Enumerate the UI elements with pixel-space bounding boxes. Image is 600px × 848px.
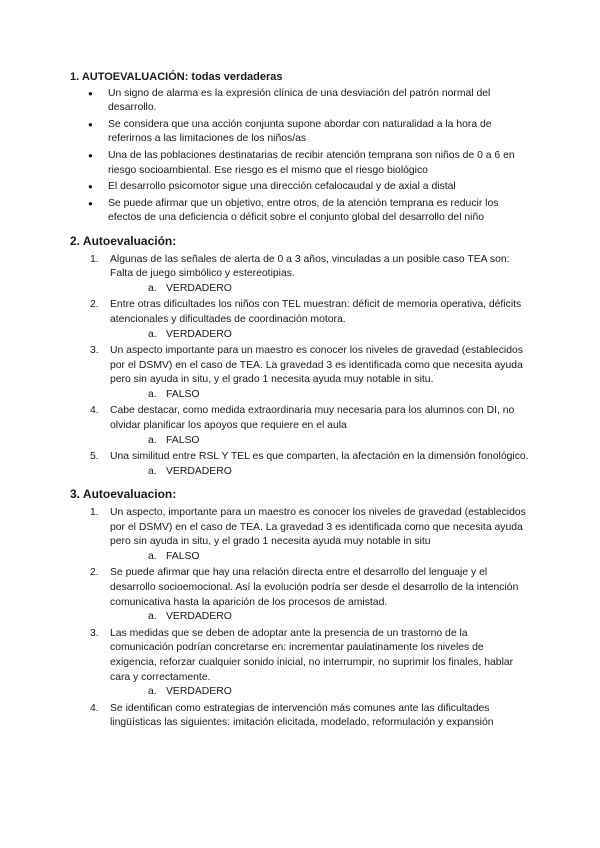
answer-letter: a. (148, 611, 157, 623)
bullet-list (70, 87, 530, 226)
question-item (110, 298, 530, 342)
answer (110, 550, 530, 565)
answer-letter: a. (148, 388, 157, 400)
answer (110, 610, 530, 625)
answer (110, 388, 530, 403)
question-list (70, 253, 530, 480)
answer (110, 282, 530, 297)
question-text: Se identifican como estrategias de intervención más comunes ante las dificultades lingüísticas las siguientes: imitación elicitada, modelado, reformulación y expansión (110, 702, 494, 729)
question-text: Un aspecto, importante para un maestro es conocer los niveles de gravedad (establecidos por el DSMV) en el caso de TEA. La gravedad 3 es identificada como que necesita ayuda pero sin ayuda in situ, y el grado 1 necesita ayuda muy notable in situ (110, 507, 526, 548)
question-item (110, 627, 530, 700)
question-text: Entre otras dificultades los niños con TEL muestran: déficit de memoria operativa, déficits atencionales y dificultades de coordinación motora. (110, 299, 522, 325)
answer (110, 465, 530, 480)
list-item: ● Se considera que una acción conjunta supone abordar con naturalidad a la hora de referirnos a las limitaciones de los niños/as (108, 118, 530, 147)
answer-letter: a. (148, 328, 157, 340)
section-title: 2. Autoevaluación: (70, 233, 177, 248)
question-text: Algunas de las señales de alerta de 0 a 3 años, vinculadas a un posible caso TEA son: Falta de juego simbólico y estereotipias. (110, 253, 510, 280)
answer (110, 434, 530, 449)
question-text: Cabe destacar, como medida extraordinaria muy necesaria para los alumnos con DI, no olvidar planificar los apoyos que requiere en el aula (110, 405, 515, 432)
question-text: Una similitud entre RSL Y TEL es que comparten, la afectación en la dimensión fonológico. (110, 451, 529, 463)
question-item (110, 702, 530, 731)
answer-value: FALSO (166, 550, 200, 562)
answer-letter: a. (148, 550, 157, 562)
question-list (70, 506, 530, 731)
answer-value: FALSO (166, 388, 200, 400)
answer-value: VERDADERO (166, 465, 232, 477)
answer-letter: a. (148, 282, 157, 294)
answer-letter: a. (148, 686, 157, 698)
question-item (110, 344, 530, 402)
answer-value: VERDADERO (166, 282, 232, 294)
answer-value: FALSO (166, 434, 200, 446)
list-item: ● Una de las poblaciones destinatarias de recibir atención temprana son niños de 0 a 6 en riesgo socioambiental. Ese riesgo es el mismo que el riesgo biológico (108, 149, 530, 178)
answer-value: VERDADERO (166, 611, 232, 623)
question-item (110, 566, 530, 624)
answer (110, 328, 530, 343)
list-item: ● Se puede afirmar que un objetivo, entre otros, de la atención temprana es reducir los efectos de una deficiencia o déficit sobre el conjunto global del desarrollo del niño (108, 197, 530, 226)
answer-value: VERDADERO (166, 328, 232, 340)
list-item: ● Un signo de alarma es la expresión clínica de una desviación del patrón normal del desarrollo. (108, 87, 530, 116)
question-item (110, 404, 530, 448)
section-autoevaluacion-3 (70, 487, 530, 731)
question-item (110, 450, 530, 479)
question-item (110, 253, 530, 297)
section-autoevaluacion-1 (70, 70, 530, 226)
answer-value: VERDADERO (166, 686, 232, 698)
section-title: 1. AUTOEVALUACIÓN: todas verdaderas (70, 71, 283, 83)
answer-letter: a. (148, 465, 157, 477)
answer (110, 685, 530, 700)
section-title: 3. Autoevaluacion: (70, 487, 177, 502)
section-autoevaluacion-2 (70, 234, 530, 480)
question-text: Un aspecto importante para un maestro es conocer los niveles de gravedad (establecidos por el DSMV) en el caso de TEA. La gravedad 3 es identificada como que necesita ayuda pero sin ayuda in situ, y el grado 1 necesita ayuda muy notable in situ. (110, 345, 523, 386)
question-text: Se puede afirmar que hay una relación directa entre el desarrollo del lenguaje y el desarrollo socioemocional. Así la evolución podría ser desde el desarrollo de la intención comunicativa hasta la aparición de los procesos de amistad. (110, 567, 519, 608)
answer-letter: a. (148, 434, 157, 446)
question-item (110, 506, 530, 564)
question-text: Las medidas que se deben de adoptar ante la presencia de un trastorno de la comunicación podrían concretarse en: incrementar paulatinamente los niveles de exigencia, reforzar cualquier sonido inicial, no interrumpir, no suprimir los finales, hablar cara y correctamente. (110, 627, 514, 683)
list-item: ● El desarrollo psicomotor sigue una dirección cefalocaudal y de axial a distal (108, 180, 530, 195)
